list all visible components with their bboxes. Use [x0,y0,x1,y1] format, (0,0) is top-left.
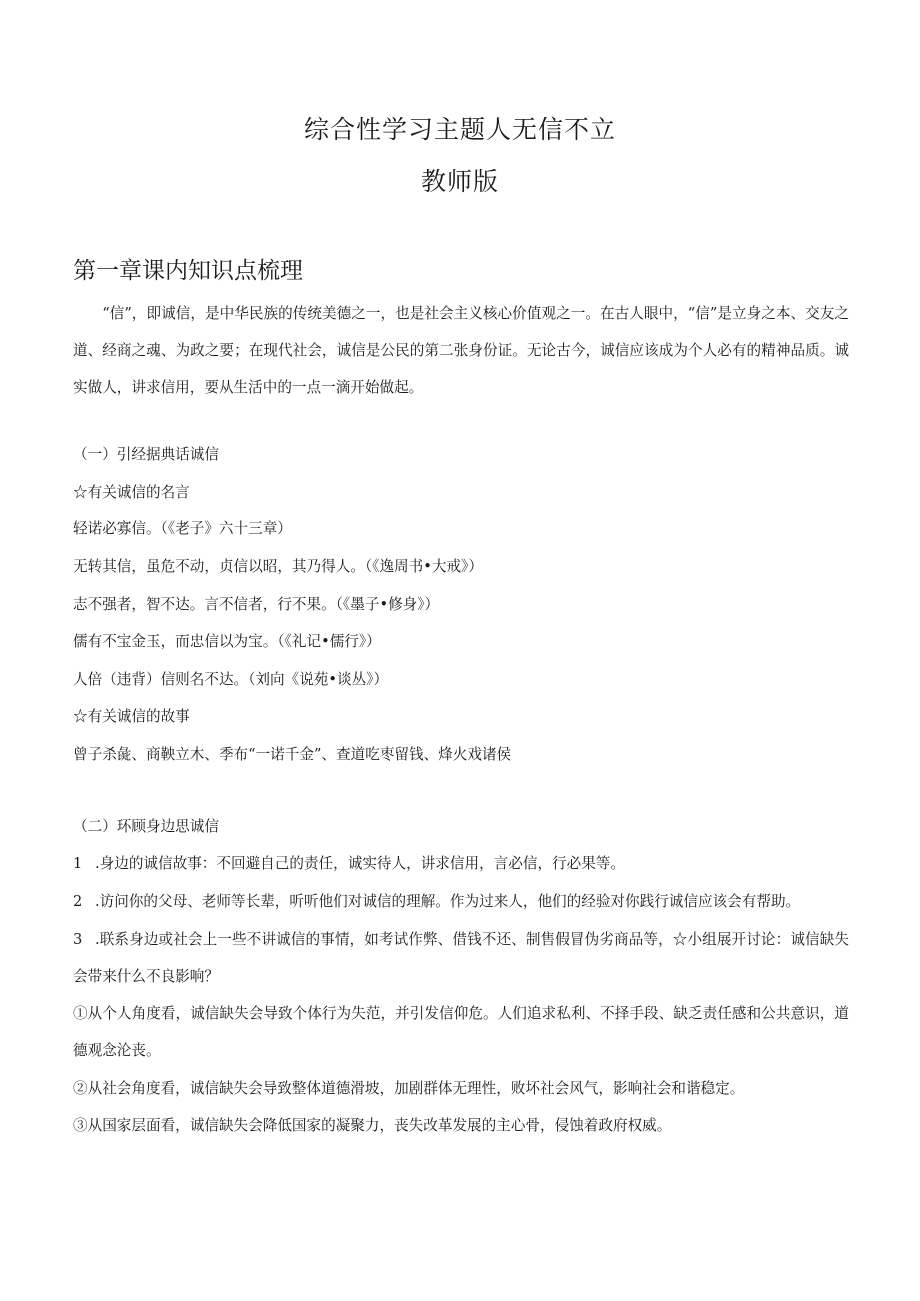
point-paragraph: ③从国家层面看，诚信缺失会降低国家的凝聚力，丧失改革发展的主心骨，侵蚀着政府权威。 [73,1117,672,1134]
list-item-number: 3 [73,931,83,948]
quote-line: 志不强者，智不达。言不信者，行不果。（《墨子•修身》） [73,596,440,613]
list-item [73,890,853,914]
list-item-number: 2 [73,893,83,910]
quotes-heading: ☆有关诚信的名言 [73,484,190,501]
section2-heading: （二）环顾身边思诚信 [73,818,219,835]
list-item-text: .联系身边或社会上一些不讲诚信的事情，如考试作弊、借钱不还、制售假冒伪劣商品等，☆小组展开讨论：诚信缺失会带来什么不良影响？ [73,931,849,985]
point-paragraph: ②从社会角度看，诚信缺失会导致整体道德滑坡，加剧群体无理性，败坏社会风气，影响社会和谐稳定。 [73,1080,745,1097]
list-item [73,921,849,995]
quote-line: 儒有不宝金玉，而忠信以为宝。（《礼记•儒行》） [73,633,381,650]
list-item [73,852,853,876]
list-item-text: .访问你的父母、老师等长辈，听听他们对诚信的理解。作为过来人，他们的经验对你践行诚信应该会有帮助。 [95,893,801,910]
list-item-number: 1 [73,855,83,872]
section1-heading: （一）引经据典话诚信 [73,446,219,463]
quote-line: 无转其信，虽危不动，贞信以昭，其乃得人。（《逸周书•大戒》） [73,558,483,575]
quote-line: 轻诺必寡信。（《老子》六十三章） [73,520,292,537]
document-title: 综合性学习主题人无信不立 [303,115,616,144]
list-item-text: .身边的诚信故事：不回避自己的责任，诚实待人，讲求信用，言必信，行必果等。 [95,855,626,872]
document-subtitle: 教师版 [420,167,499,196]
quote-line: 人倍（违背）信则名不达。（刘向《说苑•谈丛》） [73,671,389,688]
stories-line: 曾子杀彘、商鞅立木、季布“一诺千金”、查道吃枣留钱、烽火戏诸侯 [73,746,512,763]
stories-heading: ☆有关诚信的故事 [73,708,190,725]
point-paragraph: ①从个人角度看，诚信缺失会导致个体行为失范，并引发信仰危。人们追求私利、不择手段、缺乏责任感和公共意识，道德观念沦丧。 [73,1005,849,1059]
intro-paragraph: “信”，即诚信，是中华民族的传统美德之一，也是社会主义核心价值观之一。在古人眼中，“信”是立身之本、交友之道、经商之魂、为政之要；在现代社会，诚信是公民的第二张身份证。无论古今，诚信应该成为个人必有的精神品质。诚实做人，讲求信用，要从生活中的一点一滴开始做起。 [73,305,849,396]
chapter-heading: 第一章课内知识点梳理 [73,258,303,284]
